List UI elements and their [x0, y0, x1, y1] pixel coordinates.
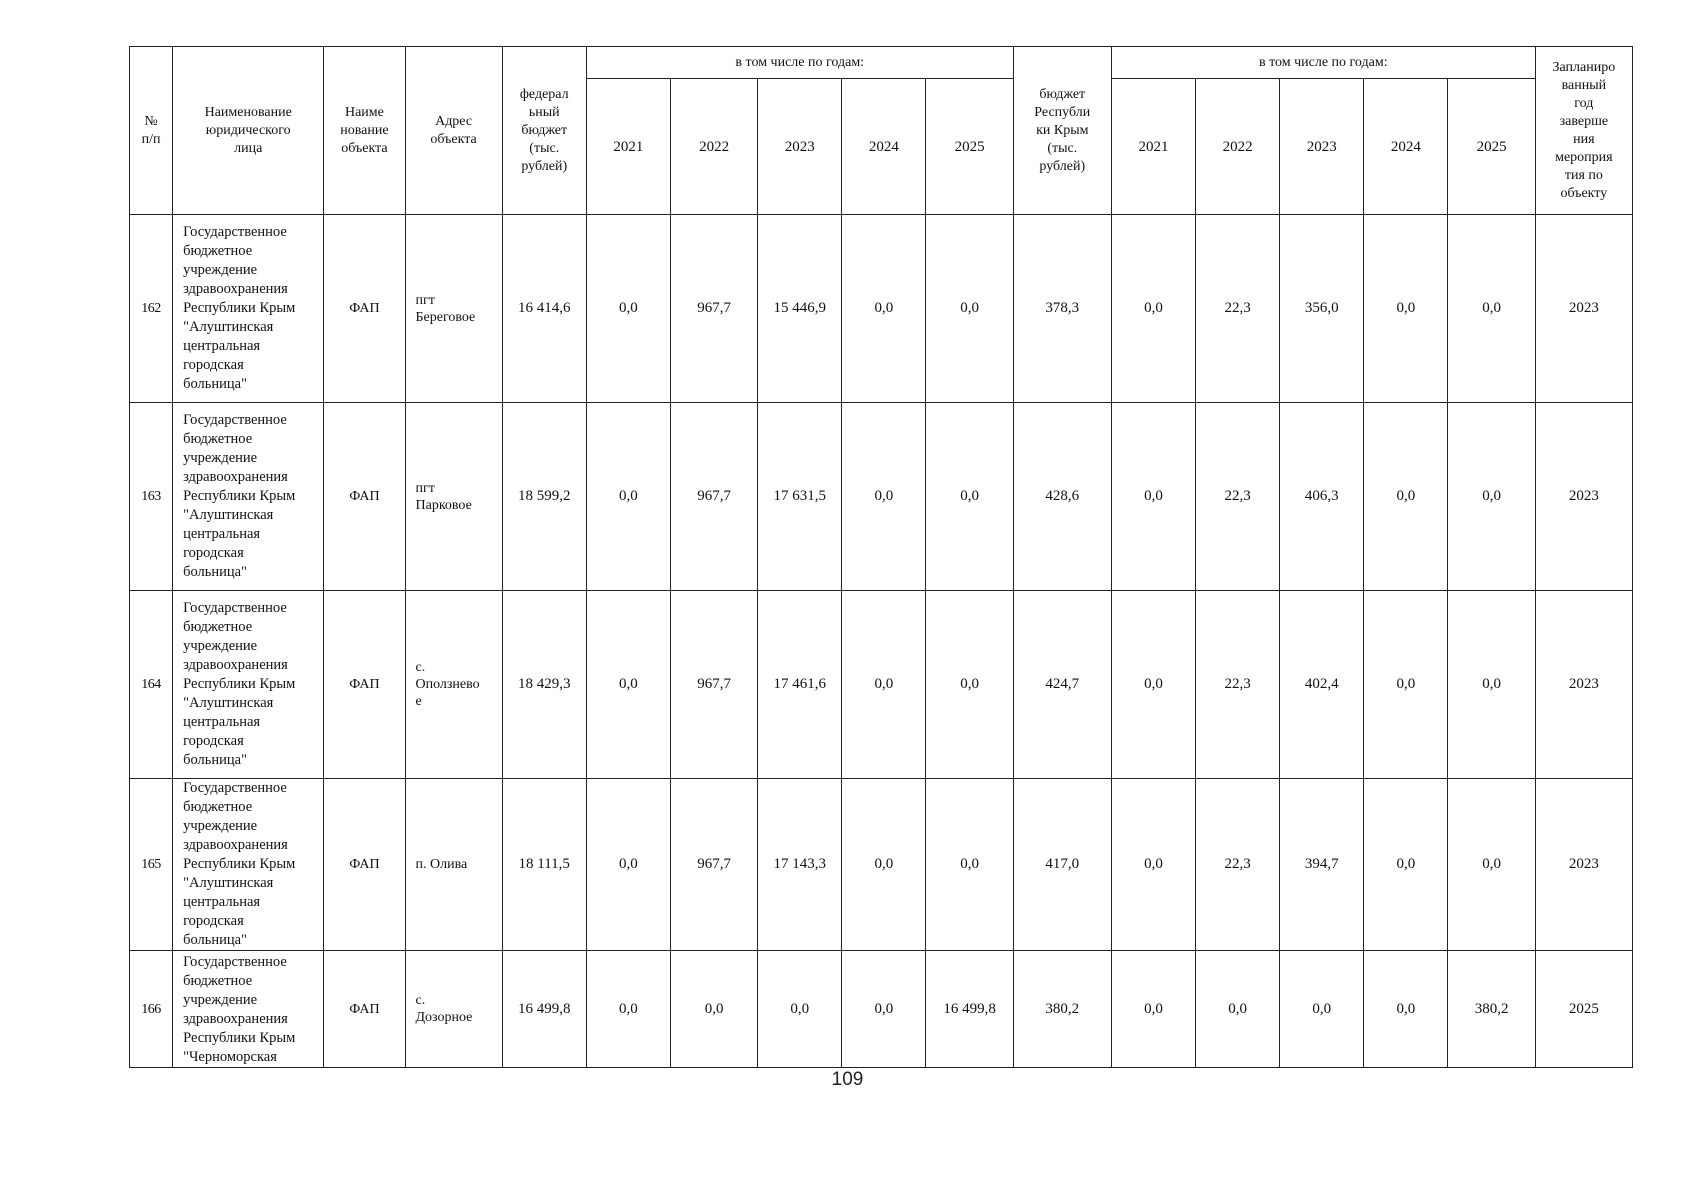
fed-year-cell: 17 143,3 — [758, 779, 842, 951]
regional-total-cell: 378,3 — [1013, 215, 1111, 403]
header-fed-year: 2021 — [586, 79, 670, 215]
fed-year-cell: 0,0 — [842, 215, 926, 403]
fed-year-cell: 967,7 — [670, 591, 757, 779]
fed-year-cell: 15 446,9 — [758, 215, 842, 403]
regional-total-cell: 417,0 — [1013, 779, 1111, 951]
header-org-name: Наименование юридического лица — [173, 47, 324, 215]
reg-year-cell: 0,0 — [1111, 951, 1195, 1068]
planned-year-cell: 2023 — [1535, 779, 1632, 951]
reg-year-cell: 22,3 — [1196, 403, 1280, 591]
fed-year-cell: 16 499,8 — [926, 951, 1013, 1068]
reg-year-cell: 0,0 — [1280, 951, 1364, 1068]
planned-year-cell: 2023 — [1535, 215, 1632, 403]
reg-year-cell: 0,0 — [1111, 779, 1195, 951]
header-object-name: Наиме нование объекта — [324, 47, 405, 215]
reg-year-cell: 0,0 — [1111, 215, 1195, 403]
header-fed-year: 2024 — [842, 79, 926, 215]
row-number: 166 — [130, 951, 173, 1068]
reg-year-cell: 406,3 — [1280, 403, 1364, 591]
reg-year-cell: 0,0 — [1364, 403, 1448, 591]
header-fed-year: 2022 — [670, 79, 757, 215]
regional-total-cell: 428,6 — [1013, 403, 1111, 591]
table-header — [130, 47, 1633, 215]
address-cell: с. Оползнево е — [405, 591, 502, 779]
header-reg-year: 2023 — [1280, 79, 1364, 215]
row-number: 165 — [130, 779, 173, 951]
page-number: 109 — [831, 1069, 864, 1090]
object-cell: ФАП — [324, 779, 405, 951]
fed-year-cell: 0,0 — [926, 403, 1013, 591]
federal-total-cell: 18 111,5 — [502, 779, 586, 951]
table-row — [130, 403, 1633, 591]
header-fed-year: 2023 — [758, 79, 842, 215]
table-row — [130, 779, 1633, 951]
reg-year-cell: 402,4 — [1280, 591, 1364, 779]
org-name-cell: Государственное бюджетное учреждение здравоохранения Республики Крым "Алуштинская центральная городская больница" — [173, 403, 324, 591]
address-cell: п. Олива — [405, 779, 502, 951]
fed-year-cell: 17 631,5 — [758, 403, 842, 591]
fed-year-cell: 0,0 — [926, 591, 1013, 779]
row-number: 162 — [130, 215, 173, 403]
fed-year-cell: 0,0 — [586, 951, 670, 1068]
org-name-cell: Государственное бюджетное учреждение здравоохранения Республики Крым "Алуштинская центральная городская больница" — [173, 215, 324, 403]
header-address: Адрес объекта — [405, 47, 502, 215]
reg-year-cell: 0,0 — [1448, 591, 1535, 779]
header-regional-budget: бюджет Республи ки Крым (тыс. рублей) — [1013, 47, 1111, 215]
org-name-cell: Государственное бюджетное учреждение здравоохранения Республики Крым "Черноморская — [173, 951, 324, 1068]
regional-total-cell: 380,2 — [1013, 951, 1111, 1068]
object-cell: ФАП — [324, 403, 405, 591]
fed-year-cell: 0,0 — [842, 779, 926, 951]
table-row — [130, 591, 1633, 779]
reg-year-cell: 356,0 — [1280, 215, 1364, 403]
planned-year-cell: 2025 — [1535, 951, 1632, 1068]
fed-year-cell: 0,0 — [926, 779, 1013, 951]
federal-total-cell: 16 414,6 — [502, 215, 586, 403]
fed-year-cell: 967,7 — [670, 779, 757, 951]
fed-year-cell: 0,0 — [586, 403, 670, 591]
reg-year-cell: 0,0 — [1111, 591, 1195, 779]
planned-year-cell: 2023 — [1535, 591, 1632, 779]
header-reg-year: 2022 — [1196, 79, 1280, 215]
header-num: № п/п — [130, 47, 173, 215]
address-cell: пгт Береговое — [405, 215, 502, 403]
fed-year-cell: 0,0 — [842, 591, 926, 779]
federal-total-cell: 18 599,2 — [502, 403, 586, 591]
fed-year-cell: 0,0 — [586, 215, 670, 403]
reg-year-cell: 22,3 — [1196, 779, 1280, 951]
row-number: 164 — [130, 591, 173, 779]
fed-year-cell: 0,0 — [842, 403, 926, 591]
reg-year-cell: 0,0 — [1364, 215, 1448, 403]
reg-year-cell: 0,0 — [1111, 403, 1195, 591]
header-fed-year: 2025 — [926, 79, 1013, 215]
fed-year-cell: 17 461,6 — [758, 591, 842, 779]
table-row — [130, 951, 1633, 1068]
reg-year-cell: 0,0 — [1364, 951, 1448, 1068]
fed-year-cell: 0,0 — [586, 591, 670, 779]
reg-year-cell: 0,0 — [1448, 403, 1535, 591]
fed-year-cell: 0,0 — [670, 951, 757, 1068]
header-by-years-regional: в том числе по годам: — [1111, 47, 1535, 79]
reg-year-cell: 0,0 — [1196, 951, 1280, 1068]
fed-year-cell: 0,0 — [758, 951, 842, 1068]
header-by-years-federal: в том числе по годам: — [586, 47, 1013, 79]
org-name-cell: Государственное бюджетное учреждение здравоохранения Республики Крым "Алуштинская центральная городская больница" — [173, 779, 324, 951]
regional-total-cell: 424,7 — [1013, 591, 1111, 779]
fed-year-cell: 0,0 — [842, 951, 926, 1068]
fed-year-cell: 0,0 — [586, 779, 670, 951]
address-cell: пгт Парковое — [405, 403, 502, 591]
object-cell: ФАП — [324, 591, 405, 779]
federal-total-cell: 18 429,3 — [502, 591, 586, 779]
header-reg-year: 2025 — [1448, 79, 1535, 215]
org-name-cell: Государственное бюджетное учреждение здравоохранения Республики Крым "Алуштинская центральная городская больница" — [173, 591, 324, 779]
reg-year-cell: 22,3 — [1196, 591, 1280, 779]
reg-year-cell: 0,0 — [1448, 215, 1535, 403]
row-number: 163 — [130, 403, 173, 591]
address-cell: с. Дозорное — [405, 951, 502, 1068]
planned-year-cell: 2023 — [1535, 403, 1632, 591]
reg-year-cell: 22,3 — [1196, 215, 1280, 403]
reg-year-cell: 0,0 — [1364, 779, 1448, 951]
fed-year-cell: 967,7 — [670, 403, 757, 591]
fed-year-cell: 967,7 — [670, 215, 757, 403]
table-row — [130, 215, 1633, 403]
header-reg-year: 2024 — [1364, 79, 1448, 215]
reg-year-cell: 0,0 — [1448, 779, 1535, 951]
header-federal-budget: федерал ьный бюджет (тыс. рублей) — [502, 47, 586, 215]
object-cell: ФАП — [324, 951, 405, 1068]
budget-table — [129, 46, 1633, 1068]
header-planned-year: Запланиро ванный год заверше ния мероприя тия по объекту — [1535, 47, 1632, 215]
object-cell: ФАП — [324, 215, 405, 403]
reg-year-cell: 380,2 — [1448, 951, 1535, 1068]
fed-year-cell: 0,0 — [926, 215, 1013, 403]
federal-total-cell: 16 499,8 — [502, 951, 586, 1068]
reg-year-cell: 394,7 — [1280, 779, 1364, 951]
header-reg-year: 2021 — [1111, 79, 1195, 215]
reg-year-cell: 0,0 — [1364, 591, 1448, 779]
